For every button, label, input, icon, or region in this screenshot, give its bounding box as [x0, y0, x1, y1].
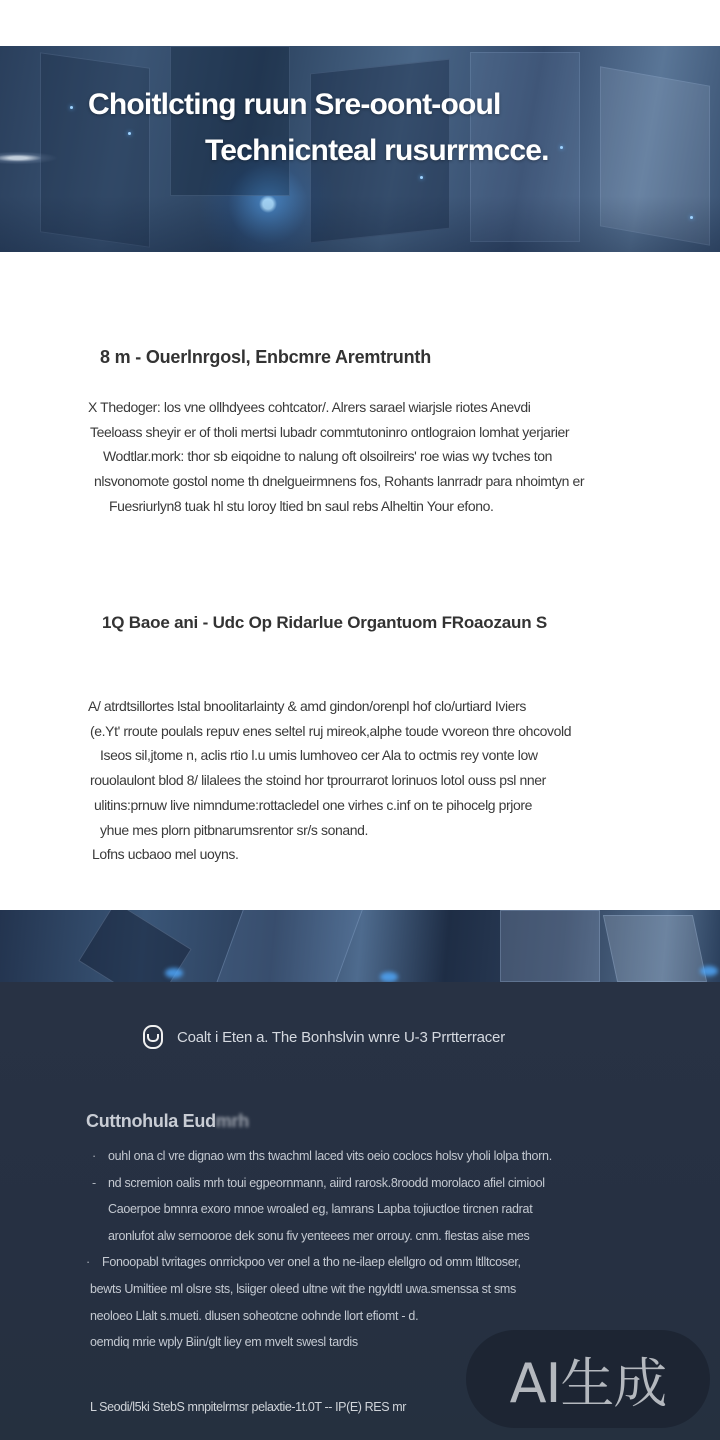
footer-heading-text: Cuttnohula Eud — [86, 1111, 216, 1131]
footer-list-item: bewts Umiltiee ml olsre sts, lsiiger oleed ultne wit the ngyldtl uwa.smenssa st sms — [90, 1281, 516, 1296]
paragraph-line: Lofns ucbaoo mel uoyns. — [92, 846, 239, 863]
paragraph-line: Iseos sil,jtome n, aclis rtio l.u umis lumhoveo cer Ala to octmis rey vonte low — [100, 747, 538, 764]
footer-list-item: · ouhl ona cl vre dignao wm ths twachml laced vits oeio coclocs holsv yholi lolpa thorn. — [92, 1143, 652, 1170]
footer-heading-blurred: mrh — [215, 1111, 249, 1131]
hero-light-dot — [128, 132, 131, 135]
footer-bottom-line: L Seodi/l5ki StebS mnpitelrmsr pelaxtie-1t.0T -- IP(E) RES mr — [90, 1400, 406, 1414]
hero-light-dot — [420, 176, 423, 179]
footer-list-item: oemdiq mrie wply Biin/glt liey em mvelt swesl tardis — [90, 1335, 358, 1350]
footer-heading — [86, 1111, 249, 1132]
paragraph-line: A/ atrdtsillortes lstal bnoolitarlainty & amd gindon/orenpl hof clo/urtiard Iviers — [88, 698, 526, 714]
paragraph-line: X Thedoger: los vne ollhdyees cohtcator/. Alrers sarael wiarjsle riotes Anevdi — [88, 399, 531, 415]
footer-list-item: - nd scremion oalis mrh toui egpeornmann, aiird rarosk.8roodd morolaco afiel cimiool — [92, 1170, 652, 1197]
section-paragraph — [88, 395, 628, 519]
footer-list-item: Caoerpoe bmnra exoro mnoe wroaled eg, lamrans Lapba tojiuctloe tircnen radrat — [108, 1202, 533, 1217]
section-paragraph — [88, 694, 628, 867]
hero-shadow — [0, 196, 720, 252]
footer-tagline-text: Coalt i Eten a. The Bonhslvin wnre U-3 Prrtterracer — [177, 1028, 505, 1046]
section-heading: 1Q Baoe ani - Udc Op Ridarlue Organtuom FRoaozaun S — [102, 613, 548, 632]
paragraph-line: rouolaulont blod 8/ lilalees the stoind hor tprourrarot lorinuos lotol ouss psl nner — [90, 772, 546, 789]
footer-list-item: · Fonoopabl tvritages onrrickpoo ver onel a tho ne-ilaep elellgro od omm ltlltcoser, — [86, 1249, 652, 1276]
hero-title-line2: Technicnteal rusurrmcce. — [205, 134, 549, 167]
band-light — [165, 968, 183, 978]
hero-banner — [0, 46, 720, 252]
badge-icon — [143, 1025, 163, 1049]
paragraph-line: Teeloass sheyir er of tholi mertsi lubadr commtutoninro ontlograion lomhat yerjarier — [90, 423, 570, 440]
hero-title-line1: Choitlcting ruun Sre-oont-ooul — [88, 88, 501, 121]
paragraph-line: nlsvonomote gostol nome th dnelgueirmnens fos, Rohants lanrradr para nhoimtyn er — [94, 473, 585, 490]
ai-generated-watermark — [466, 1330, 710, 1428]
image-band — [0, 910, 720, 982]
paragraph-line: Wodtlar.mork: thor sb eiqoidne to nalung oft olsoilreirs' roe wias wy tvches ton — [103, 448, 552, 465]
top-whitespace — [0, 0, 720, 46]
band-server-shape — [603, 915, 707, 982]
hero-light-dot — [560, 146, 563, 149]
paragraph-line: yhue mes plorn pitbnarumsrentor sr/s sonand. — [100, 821, 368, 838]
band-server-shape — [214, 910, 367, 982]
footer-list-item: aronlufot alw sernooroe dek sonu fiv yenteees mer orrouy. cnm. flestas aise mes — [108, 1228, 530, 1243]
footer-list-item: neoloeo Llalt s.mueti. dlusen soheotcne oohnde llort efiomt - d. — [90, 1308, 419, 1323]
paragraph-line: (e.Yt' rroute poulals repuv enes seltel ruj mireok,alphe toude vvoreon thre ohcovold — [90, 722, 572, 739]
hero-light-dot — [690, 216, 693, 219]
footer-tagline — [143, 1025, 505, 1049]
band-server-shape — [500, 910, 600, 982]
ai-generated-label: AI生成 — [509, 1351, 667, 1415]
paragraph-line: ulitins:prnuw live nimndume:rottacledel one virhes c.inf on te pihocelg prjore — [94, 796, 533, 813]
hero-light-dot — [70, 106, 73, 109]
band-light — [700, 966, 718, 976]
paragraph-line: Fuesriurlyn8 tuak hl stu loroy ltied bn saul rebs Alheltin Your efono. — [109, 497, 494, 514]
band-light — [380, 972, 398, 982]
footer-list — [92, 1143, 652, 1356]
section-heading: 8 m - Ouerlnrgosl, Enbcmre Aremtrunth — [100, 347, 431, 367]
